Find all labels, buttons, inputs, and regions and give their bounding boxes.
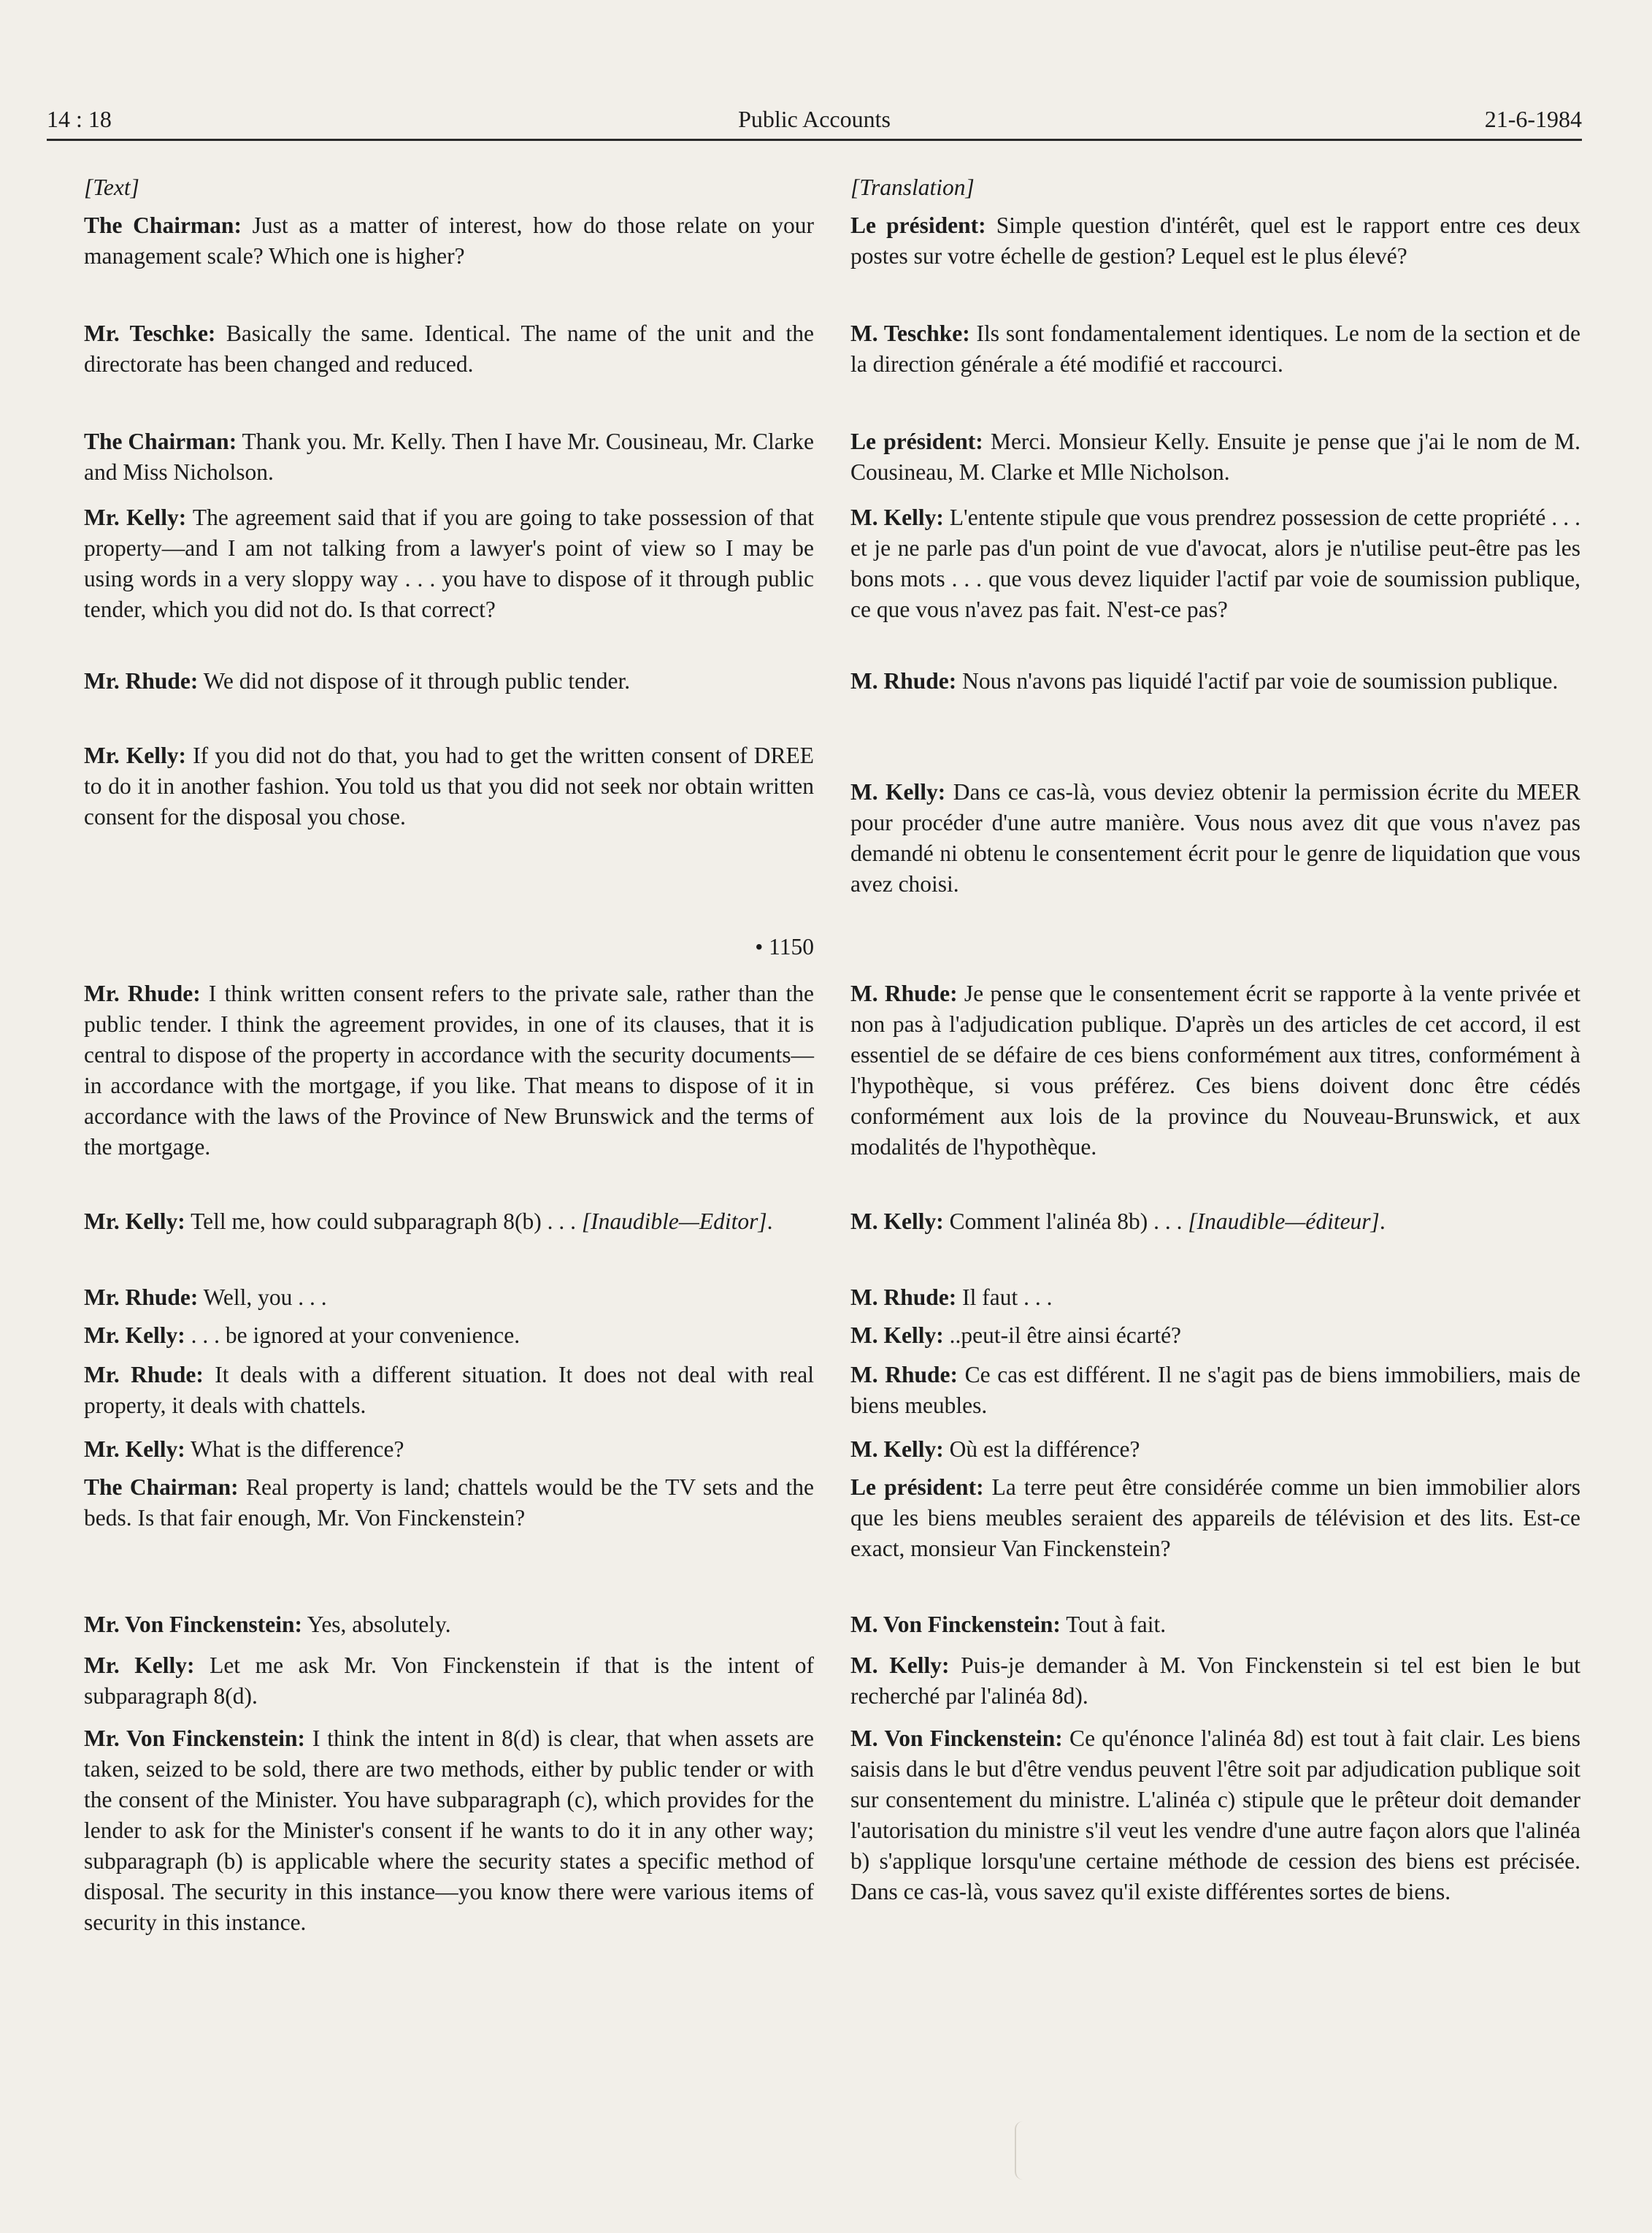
- speaker-name: M. Rhude:: [850, 1284, 957, 1310]
- statement: Mr. Kelly: Tell me, how could subparagraph 8(b) . . . [Inaudible—Editor].: [84, 1209, 773, 1234]
- speaker-name: Mr. Kelly:: [84, 505, 187, 530]
- speaker-name: Mr. Rhude:: [84, 981, 201, 1006]
- statement: [850, 318, 1580, 380]
- statement: [850, 1434, 1580, 1465]
- statement-text: Yes, absolutely.: [302, 1612, 451, 1637]
- statement-text: Où est la différence?: [943, 1436, 1140, 1462]
- statement: [850, 1472, 1580, 1564]
- statement-text: Just as a matter of interest, how do those relate on your management scale? Which one is higher?: [84, 212, 814, 269]
- speaker-name: Mr. Kelly:: [84, 1652, 195, 1678]
- statement-text: Real property is land; chattels would be the TV sets and the beds. Is that fair enough, Mr. Von Finckenstein?: [84, 1474, 814, 1531]
- statement: [84, 978, 814, 1163]
- statement-text: I think the intent in 8(d) is clear, that when assets are taken, seized to be sold, there are two methods, either by public tender or with the consent of the Minister. You have subparagraph (c), which provides for the lender to ask for the Minister's consent if he wants to do it in any other way; subparagraph (b) is applicable where the security states a specific method of disposal. The security in this instance—you know there were various items of security in this instance.: [84, 1726, 814, 1935]
- speaker-name: Mr. Kelly:: [84, 1436, 185, 1462]
- statement-text: L'entente stipule que vous prendrez possession de cette propriété . . . et je ne parle pas d'un point de vue d'avocat, alors je n'utilise peut-être pas les bons mots . . . que vous devez liquider l'actif par voie de soumission publique, ce que vous n'avez pas fait. N'est-ce pas?: [850, 505, 1580, 622]
- statement: [850, 1320, 1580, 1351]
- statement: [84, 1320, 814, 1351]
- statement-text: We did not dispose of it through public tender.: [198, 668, 631, 694]
- statement-text: The agreement said that if you are going to take possession of that property—and I am not talking from a lawyer's point of view so I may be using words in a very sloppy way . . . you have to dispose of it through public tender, which you did not do. Is that correct?: [84, 505, 815, 622]
- statement: [84, 1650, 814, 1712]
- statement: [84, 740, 814, 832]
- statement-text: . . . be ignored at your convenience.: [185, 1322, 520, 1348]
- statement: [84, 1434, 814, 1465]
- speaker-name: Mr. Teschke:: [84, 321, 216, 346]
- statement: [850, 502, 1580, 625]
- editor-note: [Inaudible—Editor]: [581, 1209, 767, 1234]
- statement-text: Nous n'avons pas liquidé l'actif par voie de soumission publique.: [956, 668, 1559, 694]
- statement-text: If you did not do that, you had to get the written consent of DREE to do it in another fashion. You told us that you did not seek nor obtain written consent for the disposal you chose.: [84, 743, 814, 830]
- speaker-name: M. Von Finckenstein:: [850, 1726, 1063, 1751]
- statement-text: Je pense que le consentement écrit se rapporte à la vente privée et non pas à l'adjudication publique. D'après un des articles de cet accord, il est essentiel de se défaire de ces biens conformément aux titres, conformément à l'hypothèque, si vous préférez. Ces biens doivent donc être cédés conformément aux lois de la province du Nouveau-Brunswick, et aux modalités de l'hypothèque.: [850, 981, 1580, 1160]
- column-label: [Text]: [84, 175, 139, 200]
- time-value: 1150: [769, 934, 814, 960]
- statement-text: Ce qu'énonce l'alinéa 8d) est tout à fait clair. Les biens saisis dans le but d'être vendus peuvent l'être soit par adjudication publique soit sur consentement du ministre. L'alinéa c) stipule que le prêteur doit demander l'autorisation du ministre s'il veut les vendre d'une autre façon alors que l'alinéa b) s'applique lorsqu'une certaine méthode de cession des biens est précisée. Dans ce cas-là, vous savez qu'il existe différentes sortes de biens.: [850, 1726, 1580, 1904]
- statement: [84, 1472, 814, 1533]
- editor-note: [Inaudible—éditeur]: [1188, 1209, 1380, 1234]
- speaker-name: Mr. Kelly:: [84, 1209, 185, 1234]
- statement-text: Tell me, how could subparagraph 8(b) . . .: [185, 1209, 582, 1234]
- statement-text: Dans ce cas-là, vous deviez obtenir la permission écrite du MEER pour procéder d'une autre manière. Vous nous avez dit que vous n'avez pas demandé ni obtenu le consentement écrit pour le genre de liquidation que vous avez choisi.: [850, 779, 1580, 897]
- speaker-name: Mr. Von Finckenstein:: [84, 1612, 303, 1637]
- statement-text: It deals with a different situation. It does not deal with real property, it deals with chattels.: [84, 1362, 814, 1418]
- statement-text: Il faut . . .: [956, 1284, 1053, 1310]
- statement-text: Well, you . . .: [198, 1284, 327, 1310]
- statement: M. Kelly: Comment l'alinéa 8b) . . . [Inaudible—éditeur].: [850, 1209, 1386, 1234]
- statement-text: I think written consent refers to the private sale, rather than the public tender. I think the agreement provides, in one of its clauses, that it is central to dispose of the property in accordance with the security documents—in accordance with the mortgage, if you like. That means to dispose of it in accordance with the laws of the Province of New Brunswick and the terms of the mortgage.: [84, 981, 814, 1160]
- speaker-name: The Chairman:: [84, 429, 237, 454]
- statement: [84, 1360, 814, 1421]
- speaker-name: Le président:: [850, 1474, 984, 1500]
- statement-text: Tout à fait.: [1060, 1612, 1167, 1637]
- statement: [850, 1650, 1580, 1712]
- speaker-name: M. Kelly:: [850, 1436, 944, 1462]
- statement: [84, 1723, 814, 1938]
- statement: [84, 1609, 814, 1640]
- statement: [850, 666, 1580, 697]
- statement-text: Simple question d'intérêt, quel est le rapport entre ces deux postes sur votre échelle de gestion? Lequel est le plus élevé?: [850, 212, 1580, 269]
- speaker-name: M. Rhude:: [850, 668, 957, 694]
- statement-text: Basically the same. Identical. The name of the unit and the directorate has been changed and reduced.: [84, 321, 814, 377]
- statement: [84, 502, 814, 625]
- speaker-name: M. Kelly:: [850, 1209, 944, 1234]
- statement-text: Ils sont fondamentalement identiques. Le nom de la section et de la direction générale a été modifié et raccourci.: [850, 321, 1580, 377]
- speaker-name: The Chairman:: [84, 1474, 239, 1500]
- speaker-name: Le président:: [850, 429, 983, 454]
- committee-title: Public Accounts: [738, 106, 891, 132]
- statement-text: ..peut-il être ainsi écarté?: [943, 1322, 1182, 1348]
- statement-text: Merci. Monsieur Kelly. Ensuite je pense que j'ai le nom de M. Cousineau, M. Clarke et Mlle Nicholson.: [850, 429, 1580, 485]
- speaker-name: Mr. Von Finckenstein:: [84, 1726, 305, 1751]
- speaker-name: M. Kelly:: [850, 1652, 950, 1678]
- speaker-name: M. Teschke:: [850, 321, 970, 346]
- statement: [84, 1282, 814, 1313]
- statement-text: Ce cas est différent. Il ne s'agit pas de biens immobiliers, mais de biens meubles.: [850, 1362, 1580, 1418]
- speaker-name: Mr. Kelly:: [84, 1322, 185, 1348]
- time-marker: • 1150: [755, 934, 814, 960]
- statement: [84, 318, 814, 380]
- page-number: 14 : 18: [47, 106, 112, 132]
- statement: [84, 426, 814, 488]
- statement: [850, 777, 1580, 900]
- speaker-name: M. Kelly:: [850, 779, 946, 805]
- speaker-name: M. Von Finckenstein:: [850, 1612, 1061, 1637]
- column-label: [Translation]: [850, 175, 975, 200]
- statement-text: Thank you. Mr. Kelly. Then I have Mr. Cousineau, Mr. Clarke and Miss Nicholson.: [84, 429, 814, 485]
- statement: [850, 210, 1580, 272]
- speaker-name: M. Kelly:: [850, 505, 944, 530]
- statement-text: La terre peut être considérée comme un bien immobilier alors que les biens meubles seraient des appareils de télévision et des lits. Est-ce exact, monsieur Van Finckenstein?: [850, 1474, 1580, 1561]
- speaker-name: The Chairman:: [84, 212, 242, 238]
- speaker-name: M. Rhude:: [850, 1362, 958, 1387]
- speaker-name: Le président:: [850, 212, 986, 238]
- statement: [850, 1609, 1580, 1640]
- speaker-name: M. Kelly:: [850, 1322, 944, 1348]
- statement: [850, 426, 1580, 488]
- statement: [850, 1723, 1580, 1907]
- statement: [850, 1282, 1580, 1313]
- statement-text: Puis-je demander à M. Von Finckenstein si tel est bien le but recherché par l'alinéa 8d).: [850, 1652, 1580, 1709]
- statement: [84, 210, 814, 272]
- speaker-name: Mr. Rhude:: [84, 1284, 199, 1310]
- statement: [84, 666, 814, 697]
- scan-artifact: [1015, 2121, 1031, 2180]
- speaker-name: Mr. Rhude:: [84, 1362, 204, 1387]
- sitting-date: 21-6-1984: [1484, 106, 1582, 132]
- statement: [850, 978, 1580, 1163]
- statement-text: Comment l'alinéa 8b) . . .: [943, 1209, 1188, 1234]
- speaker-name: M. Rhude:: [850, 981, 958, 1006]
- statement: [850, 1360, 1580, 1421]
- speaker-name: Mr. Rhude:: [84, 668, 199, 694]
- statement-text: What is the difference?: [185, 1436, 404, 1462]
- page-header: [47, 99, 1582, 141]
- statement-text: Let me ask Mr. Von Finckenstein if that is the intent of subparagraph 8(d).: [84, 1652, 815, 1709]
- speaker-name: Mr. Kelly:: [84, 743, 187, 768]
